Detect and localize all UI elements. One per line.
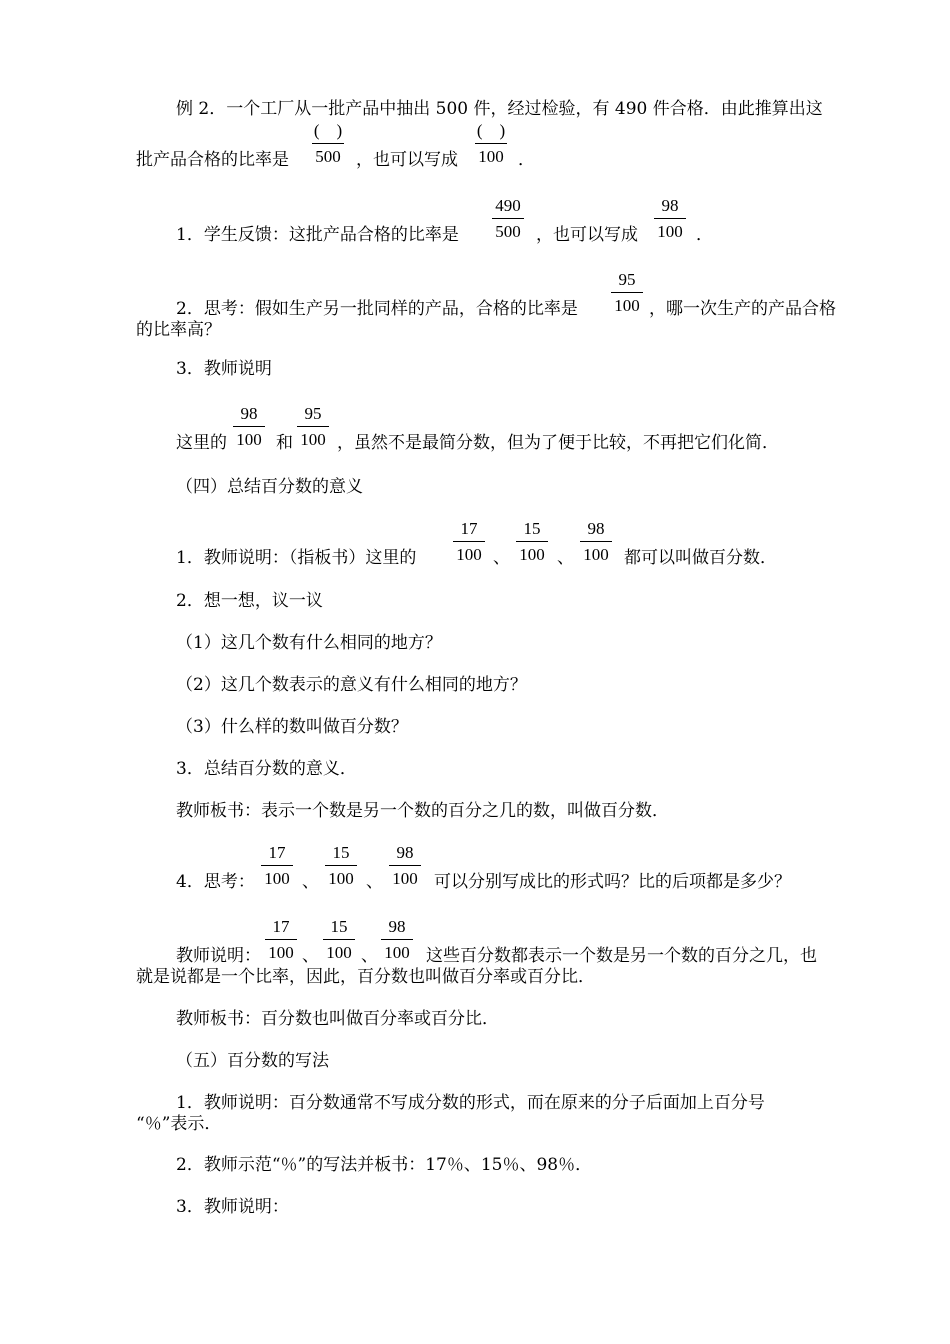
fraction-bar — [325, 865, 357, 866]
denominator: 100 — [657, 222, 683, 241]
fraction-bar — [453, 541, 485, 542]
numerator: 15 — [332, 843, 350, 862]
s4-3-heading: 3．总结百分数的意义． — [176, 759, 357, 779]
denominator: 100 — [478, 147, 504, 166]
think-line-2: 的比率高？ — [136, 320, 221, 340]
s4-4-text-a: 4．思考： — [176, 872, 255, 892]
numerator: 98 — [587, 519, 605, 538]
separator: 、 — [361, 946, 378, 966]
s4-4-text-c: 可以分别写成比的形式吗？比的后项都是多少？ — [434, 872, 791, 892]
fraction-bar — [323, 939, 355, 940]
fraction-bar — [233, 426, 265, 427]
denominator: 100 — [300, 430, 326, 449]
fraction-bar — [312, 143, 344, 144]
denominator: 100 — [264, 869, 290, 888]
example-2-text-c: ． — [518, 150, 535, 170]
fraction-bar — [611, 292, 643, 293]
fraction-bar — [492, 218, 524, 219]
denominator: 100 — [392, 869, 418, 888]
teacher-note-3: 3．教师说明 — [176, 359, 272, 379]
s4-1-text-a: 1．教师说明：（指板书）这里的 — [176, 548, 417, 568]
feedback-text-a: 1．学生反馈：这批产品合格的比率是 — [176, 225, 459, 245]
separator: 、 — [302, 946, 319, 966]
teacher-board-1: 教师板书：表示一个数是另一个数的百分之几的数，叫做百分数． — [176, 801, 669, 821]
question-1: （1）这几个数有什么相同的地方？ — [176, 633, 442, 653]
example-2-line-1: 例 2．一个工厂从一批产品中抽出 500 件，经过检验，有 490 件合格．由此推算出这 — [176, 99, 823, 119]
denominator: 100 — [326, 943, 352, 962]
s5-1-line-1: 1．教师说明：百分数通常不写成分数的形式，而在原来的分子后面加上百分号 — [176, 1093, 765, 1113]
feedback-text-b: ，也可以写成 — [536, 225, 638, 245]
denominator: 100 — [456, 545, 482, 564]
s5-2: 2．教师示范“％”的写法并板书：17％、15％、98％． — [176, 1155, 593, 1175]
separator: 、 — [302, 872, 319, 892]
fraction-bar — [475, 143, 507, 144]
separator: 、 — [557, 548, 574, 568]
numerator: 17 — [460, 519, 478, 538]
denominator: 500 — [315, 147, 341, 166]
denominator: 100 — [583, 545, 609, 564]
numerator: ( ) — [313, 121, 343, 140]
explain-text-a: 教师说明： — [176, 946, 261, 966]
denominator: 100 — [236, 430, 262, 449]
denominator: 100 — [614, 296, 640, 315]
separator: 、 — [493, 548, 510, 568]
teacher-board-2: 教师板书：百分数也叫做百分率或百分比． — [176, 1009, 499, 1029]
numerator: 17 — [268, 843, 286, 862]
fraction-bar — [261, 865, 293, 866]
denominator: 100 — [268, 943, 294, 962]
denominator: 100 — [519, 545, 545, 564]
numerator: 95 — [304, 404, 322, 423]
numerator: 15 — [330, 917, 348, 936]
denominator: 500 — [495, 222, 521, 241]
fraction-bar — [654, 218, 686, 219]
think-text-b: ，哪一次生产的产品合格 — [649, 299, 836, 319]
denominator: 100 — [384, 943, 410, 962]
fraction-bar — [381, 939, 413, 940]
explain-text-c: 这些百分数都表示一个数是另一个数的百分之几，也 — [426, 946, 817, 966]
fraction-bar — [389, 865, 421, 866]
section-4-heading: （四）总结百分数的意义 — [176, 477, 363, 497]
here-text-b: 和 — [276, 433, 293, 453]
numerator: 17 — [272, 917, 290, 936]
fraction-bar — [297, 426, 329, 427]
fraction-bar — [580, 541, 612, 542]
s4-1-text-c: 都可以叫做百分数． — [624, 548, 777, 568]
numerator: 98 — [661, 196, 679, 215]
here-text-c: ，虽然不是最简分数，但为了便于比较，不再把它们化简． — [337, 433, 779, 453]
example-2-text-a: 批产品合格的比率是 — [136, 150, 289, 170]
here-text-a: 这里的 — [176, 433, 227, 453]
explain-line-2: 就是说都是一个比率，因此，百分数也叫做百分率或百分比． — [136, 967, 595, 987]
s4-2-heading: 2．想一想，议一议 — [176, 591, 323, 611]
denominator: 100 — [328, 869, 354, 888]
example-2-text-b: ，也可以写成 — [356, 150, 458, 170]
numerator: 98 — [388, 917, 406, 936]
numerator: ( ) — [476, 121, 506, 140]
numerator: 98 — [240, 404, 258, 423]
feedback-text-c: ． — [696, 225, 713, 245]
s5-3: 3．教师说明： — [176, 1197, 289, 1217]
numerator: 15 — [523, 519, 541, 538]
fraction-bar — [265, 939, 297, 940]
fraction-bar — [516, 541, 548, 542]
s5-1-line-2: “％”表示． — [136, 1114, 222, 1134]
numerator: 95 — [618, 270, 636, 289]
section-5-heading: （五）百分数的写法 — [176, 1051, 329, 1071]
question-3: （3）什么样的数叫做百分数？ — [176, 717, 408, 737]
numerator: 490 — [495, 196, 521, 215]
separator: 、 — [366, 872, 383, 892]
think-text-a: 2．思考：假如生产另一批同样的产品，合格的比率是 — [176, 299, 578, 319]
question-2: （2）这几个数表示的意义有什么相同的地方？ — [176, 675, 527, 695]
numerator: 98 — [396, 843, 414, 862]
